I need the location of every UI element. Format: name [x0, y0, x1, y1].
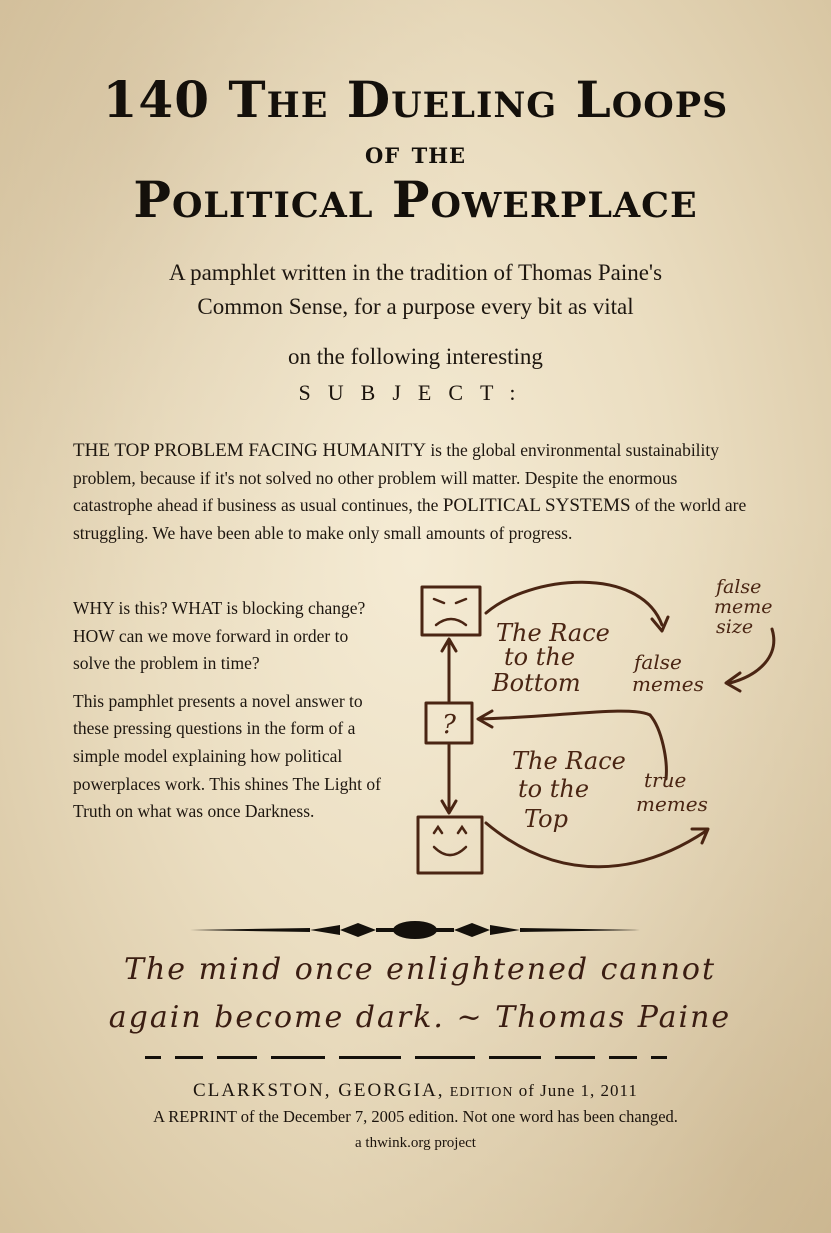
subtitle-line-1: A pamphlet written in the tradition of Thomas Paine's: [168, 260, 663, 285]
false-memes-line-2: memes: [632, 672, 704, 696]
subject-heading: SUBJECT:: [298, 380, 533, 405]
intro-paragraph: [73, 437, 753, 547]
project-credit: a thwink.org project: [355, 1135, 476, 1151]
title-line-3: Political Powerplace: [133, 170, 698, 229]
left-column: [73, 595, 383, 836]
edition-line: [0, 1080, 831, 1102]
false-meme-size-line-2: meme: [714, 596, 773, 618]
dash-divider: [145, 1050, 685, 1064]
edition-date: of June 1, 2011: [513, 1081, 638, 1100]
quote-line-2: again become dark. ~ Thomas Paine: [108, 1000, 732, 1035]
race-top-loop-arrow: [486, 823, 706, 867]
race-bottom-line-2: to the: [504, 643, 576, 671]
reprint-note: A REPRINT of the December 7, 2005 edition. Not one word has been changed.: [153, 1107, 678, 1126]
feedback-arrow: [480, 711, 650, 719]
race-bottom-line-1: The Race: [496, 619, 610, 647]
middle-box-question: ?: [442, 710, 456, 740]
smiley-face-icon: [434, 827, 466, 855]
left-paragraph-2: This pamphlet presents a novel answer to these pressing questions in the form of a simple model explaining how political powerplaces work. This shines The Light of Truth on what was once Darkness.: [73, 690, 381, 822]
ornament-divider: [190, 915, 640, 945]
race-top-line-1: The Race: [512, 747, 626, 775]
false-meme-size-line-3: size: [716, 616, 754, 638]
intro-text-1: is the global environmental sustainability problem, because if it's not solved no other problem will matter. Despite the enormous catastrophe ahead if business as usual continues, the: [73, 440, 720, 516]
intro-caps-2: POLITICAL SYSTEMS: [442, 495, 631, 517]
subtitle-line-2: Common Sense, for a purpose every bit as vital: [197, 294, 634, 319]
race-bottom-line-3: Bottom: [492, 669, 581, 697]
subtitle-line-3: on the following interesting: [288, 344, 543, 369]
intro-lead-caps: THE TOP PROBLEM FACING HUMANITY: [73, 440, 426, 461]
race-top-line-2: to the: [518, 775, 590, 803]
title-line-2: of the: [364, 136, 467, 171]
true-memes-line-1: true: [644, 768, 687, 792]
false-meme-size-line-1: false: [716, 576, 762, 598]
false-memes-line-1: false: [634, 650, 682, 674]
race-top-line-3: Top: [524, 805, 568, 833]
bottom-box: [418, 817, 482, 873]
place-name: CLARKSTON, GEORGIA,: [193, 1080, 445, 1101]
dueling-loops-diagram: [400, 565, 800, 885]
left-paragraph-1: WHY is this? WHAT is blocking change? HOW can we move forward in order to solve the problem in time?: [73, 598, 366, 674]
title-line-1: 140 The Dueling Loops: [102, 70, 729, 129]
sad-face-icon: [434, 599, 466, 625]
quote-line-1: The mind once enlightened cannot: [123, 952, 717, 987]
subtitle-block: [0, 256, 831, 324]
true-memes-line-2: memes: [636, 792, 708, 816]
top-box: [422, 587, 480, 635]
intro-text-2: of the world are struggling. We have been able to make only small amounts of progress.: [73, 495, 747, 543]
edition-word: EDITION: [449, 1085, 514, 1100]
